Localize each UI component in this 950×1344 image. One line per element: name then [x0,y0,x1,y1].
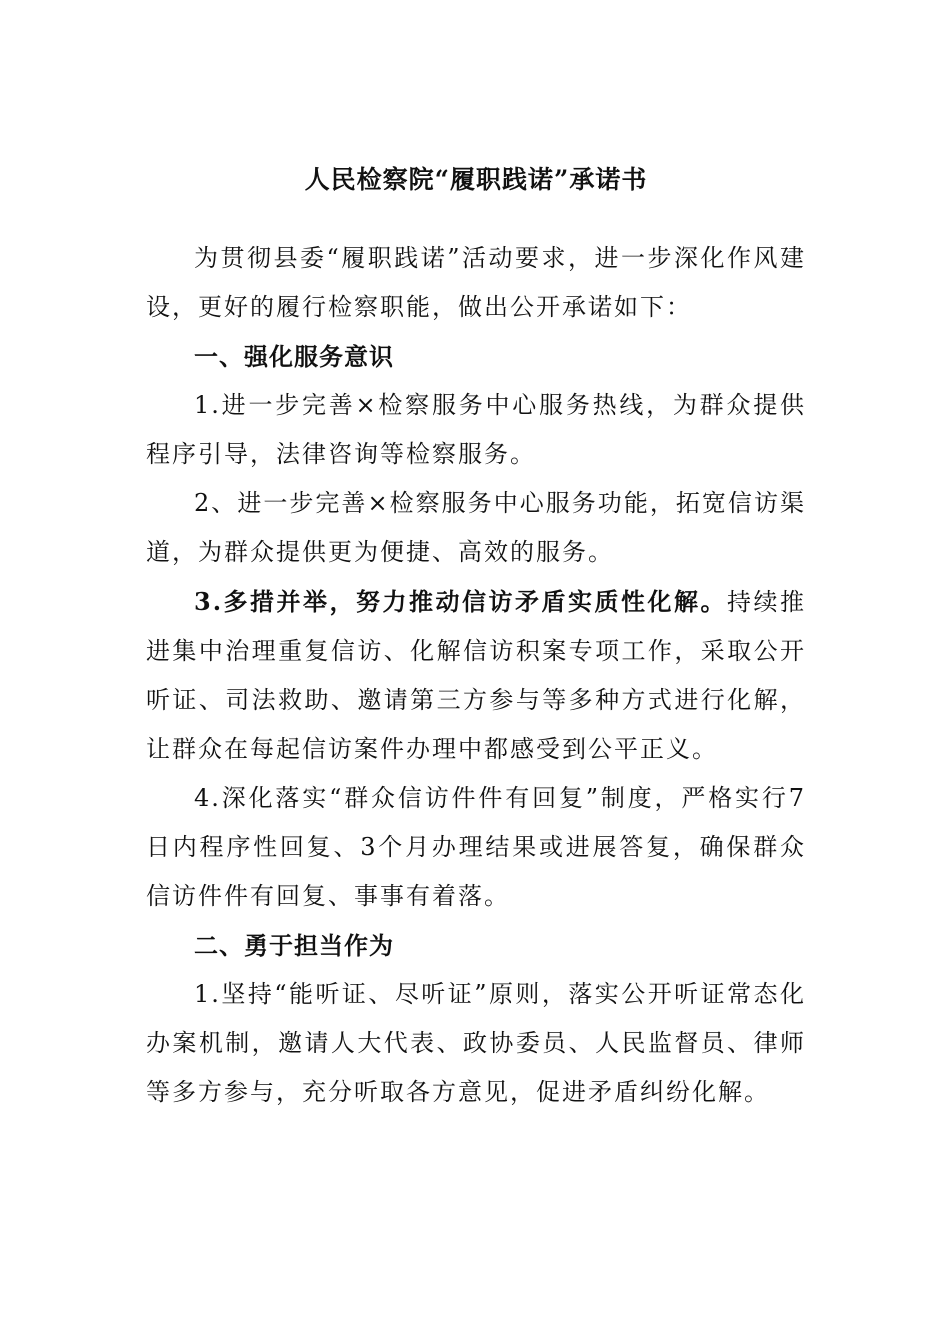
section-1-item-3-lead: 3.多措并举，努力推动信访矛盾实质性化解。 [194,587,727,616]
section-2-item-1: 1.坚持“能听证、尽听证”原则，落实公开听证常态化办案机制，邀请人大代表、政协委员、人民监督员、律师等多方参与，充分听取各方意见，促进矛盾纠纷化解。 [146,980,806,1106]
section-1-item-2: 2、进一步完善×检察服务中心服务功能，拓宽信访渠道，为群众提供更为便捷、高效的服务。 [146,489,806,566]
section-1-item-4: 4.深化落实“群众信访件件有回复”制度，严格实行7日内程序性回复、3个月办理结果或进展答复，确保群众信访件件有回复、事事有着落。 [146,784,806,910]
document-title: 人民检察院“履职践诺”承诺书 [304,165,648,194]
section-1-item-3-body: 持续推进集中治理重复信访、化解信访积案专项工作，采取公开听证、司法救助、邀请第三方参与等多种方式进行化解，让群众在每起信访案件办理中都感受到公平正义。 [146,588,806,763]
section-2-heading: 二、勇于担当作为 [194,931,394,960]
section-1-item-1: 1.进一步完善×检察服务中心服务热线，为群众提供程序引导，法律咨询等检察服务。 [146,391,806,468]
section-1-heading: 一、强化服务意识 [194,342,394,371]
intro-paragraph: 为贯彻县委“履职践诺”活动要求，进一步深化作风建设，更好的履行检察职能，做出公开承诺如下： [146,244,806,321]
document-body [146,160,806,1117]
section-1-item-3 [146,577,806,774]
